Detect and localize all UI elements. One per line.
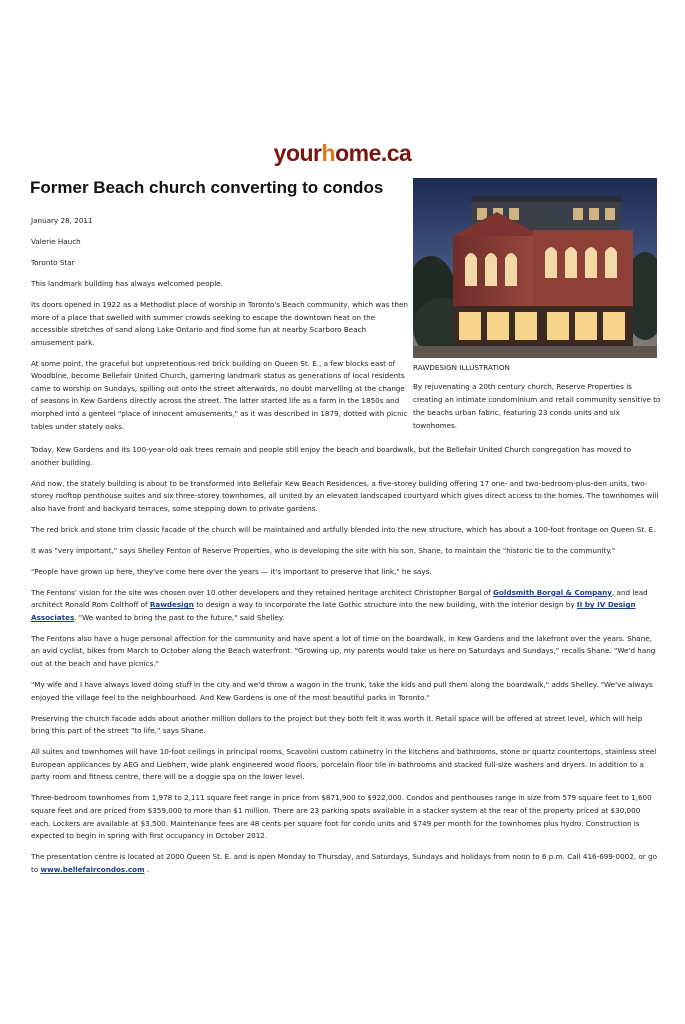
paragraph-8: "People have grown up here, they've come here over the years — it's important to preserve that link," he says. (31, 566, 432, 576)
article-publication: Toronto Star (31, 257, 75, 267)
paragraph-3: At some point, the graceful but unpretentious red brick building on Queen St. E., a few blocks east of Woodbine, become Bellefair United Church, garnering landmark status as generations of local residents came to worship on Sundays, spilling out onto the street afterwards, no doubt marvelling at the change of seasons in Kew Gardens directly across the street. The latter started life as a farm in the 1850s and morphed into a genteel "place of innocent amusements," as it was described in 1879, dotted with picnic tables under stately oaks. (31, 358, 408, 431)
paragraph-5: And now, the stately building is about to be transformed into Bellefair Kew Beach Residences, a five-storey building offering 17 one- and two-bedroom-plus-den units, two-storey rooftop penthouse suites and six three-storey townhomes, all united by an elevated landscaped courtyard which gives direct access to the homes. The townhomes will also have front and backyard terraces, some stepping down to private gardens. (31, 478, 659, 513)
paragraph-15-text-b: . (144, 864, 150, 874)
article-date: January 28, 2011 (31, 216, 93, 225)
paragraph-15 (31, 851, 659, 876)
building-illustration (413, 178, 657, 358)
paragraph-12: Preserving the church facade adds about another million dollars to the project but they both felt it was worth it. Retail space will be offered at street level, which will help bring this part of the street "to life," says Shane. (31, 713, 643, 736)
article-body (31, 444, 659, 885)
link-goldsmith-borgal[interactable]: Goldsmith Borgal & Company (493, 587, 612, 597)
paragraph-14: Three-bedroom townhomes from 1,978 to 2,111 square feet range in price from $871,900 to $922,000. Condos and penthouses range in size from 579 square feet to 1,600 square feet and are priced from $359,000 to more than $1 million. There are 23 parking spots available in a stacker system at the rear of the property priced at $30,000 each. Lockers are available at $3,500. Maintenance fees are 48 cents per square foot for condo units and $749 per month for the townhomes plus hydro. Construction is expected to begin in spring with first occupancy in October 2012. (31, 793, 652, 841)
link-bellefair-condos[interactable]: www.bellefaircondos.com (40, 864, 145, 874)
paragraph-9 (31, 587, 659, 625)
paragraph-11: "My wife and I have always loved doing stuff in the city and we'd throw a wagon in the trunk, take the kids and pull them along the boardwalk," adds Shelley. "We've always enjoyed the village feel to the neighbourhood. And Kew Gardens is one of the most beautiful parks in Toronto." (31, 680, 653, 702)
article-author: Valerie Hauch (31, 236, 81, 246)
paragraph-1: This landmark building has always welcomed people. (31, 278, 223, 288)
paragraph-2: Its doors opened in 1922 as a Methodist place of worship in Toronto's Beach community, which was then more of a place that swelled with summer crowds seeking to escape the downtown heat on the accessible stretches of sand along Lake Ontario and find some fun at nearby Scarboro Beach amusement park. (31, 299, 408, 347)
paragraph-9-text-a: The Fentons' vision for the site was chosen over 10 other developers and they retained heritage architect Christopher Borgal of (31, 587, 494, 597)
paragraph-4: Today, Kew Gardens and its 100-year-old oak trees remain and people still enjoy the beach and boardwalk, but the Bellefair United Church congregation has moved to another building. (31, 445, 631, 467)
paragraph-10: The Fentons also have a huge personal affection for the community and have spent a lot of time on the boardwalk, in Kew Gardens and the lakefront over the years. Shane, an avid cyclist, bikes from March to October along the Beach waterfront. "Growing up, my parents would take us here on Saturdays and Sundays," recalls Shane. "We'd hang out at the beach and have picnics." (31, 633, 656, 669)
photo-caption: By rejuvenating a 20th century church, Reserve Properties is creating an intimate condominium and retail community sensitive to the beachs urban fabric, featuring 23 condo units and six townhomes. (413, 382, 661, 430)
paragraph-9-text-d: . "We wanted to bring the past to the future," said Shelley. (74, 612, 285, 622)
article-photo (413, 178, 657, 358)
paragraph-9-text-c: to design a way to incorporate the late Gothic structure into the new building, with the interior design by (193, 600, 577, 610)
paragraph-13: All suites and townhomes will have 10-foot ceilings in principal rooms, Scavolini custom cabinetry in the kitchens and bathrooms, stone or quartz countertops, stainless steel European applicances by AEG and Liebherr, wide plank engineered wood floors, porcelain floor tile in bathrooms and stacked full-size washers and dryers. In addition to a party room and fitness centre, there will be a doggie spa on the lower level. (31, 747, 657, 782)
site-logo[interactable] (0, 140, 685, 167)
article-title: Former Beach church converting to condos (30, 178, 384, 197)
paragraph-6: The red brick and stone trim classic facade of the church will be maintained and artfully blended into the new structure, which has about a 100-foot frontage on Queen St. E. (31, 524, 656, 534)
logo-house-h: h (321, 140, 336, 166)
photo-caption-block (413, 361, 663, 432)
logo-text-part2: ome.ca (335, 140, 412, 166)
link-ii-by-iv-design[interactable]: II by IV Design Associates (31, 600, 636, 622)
link-rawdesign[interactable]: Rawdesign (149, 600, 194, 610)
article-header-and-intro (31, 215, 409, 442)
paragraph-9-text-b: , and lead architect Ronald Rom Colthoff of (31, 587, 648, 610)
photo-credit: RAWDESIGN ILLUSTRATION (413, 363, 510, 372)
paragraph-7: It was "very important," says Shelley Fenton of Reserve Properties, who is developing the site with his son, Shane, to maintain the "historic tie to the community." (31, 545, 616, 555)
logo-text-part1: your (273, 140, 322, 166)
paragraph-15-text-a: The presentation centre is located at 2000 Queen St. E. and is open Monday to Thursday, and Saturdays, Sundays and holidays from noon to 6 p.m. Call 416-699-0002, or go to (31, 852, 657, 874)
